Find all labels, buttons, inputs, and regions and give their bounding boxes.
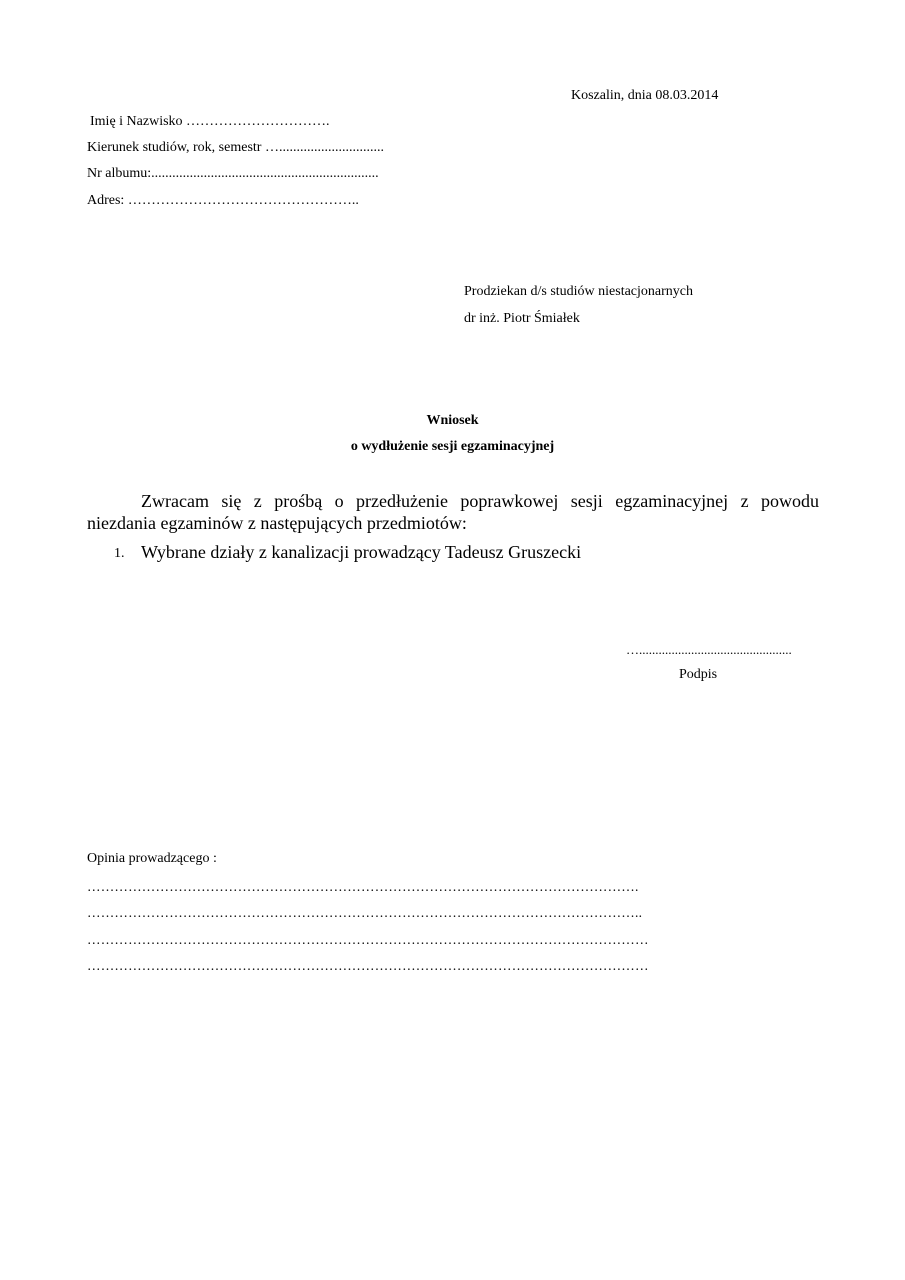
- place-and-date: Koszalin, dnia 08.03.2014: [571, 88, 719, 103]
- opinion-line: ………………………………………………………………………………………………………….: [87, 879, 639, 894]
- addressee-name: dr inż. Piotr Śmiałek: [464, 311, 580, 326]
- album-number-field: Nr albumu:.................................................................: [87, 166, 379, 181]
- opinion-line: …………………………………………………………………………………………………………..: [87, 905, 643, 920]
- document-subtitle: o wydłużenie sesji egzaminacyjnej: [350, 439, 555, 454]
- opinion-line: ……………………………………………………………………………………………………………: [87, 958, 649, 973]
- request-paragraph-line-2: niezdania egzaminów z następujących przedmiotów:: [87, 513, 467, 533]
- opinion-label: Opinia prowadzącego :: [87, 851, 217, 866]
- addressee-title: Prodziekan d/s studiów niestacjonarnych: [464, 284, 694, 299]
- opinion-line: ……………………………………………………………………………………………………………: [87, 932, 649, 947]
- signature-label: Podpis: [679, 667, 718, 682]
- address-field: Adres: …………………………………………..: [87, 193, 359, 208]
- request-paragraph-line-1: Zwracam się z prośbą o przedłużenie poprawkowej sesji egzaminacyjnej z powodu: [141, 491, 819, 511]
- signature-line: …...............................................: [626, 642, 792, 657]
- document-title: Wniosek: [426, 413, 479, 428]
- list-item-number: 1.: [114, 546, 125, 561]
- name-field: Imię i Nazwisko ………………………….: [90, 114, 330, 129]
- list-item: Wybrane działy z kanalizacji prowadzący Tadeusz Gruszecki: [141, 542, 582, 562]
- field-of-study-field: Kierunek studiów, rok, semestr …..............................: [87, 140, 384, 155]
